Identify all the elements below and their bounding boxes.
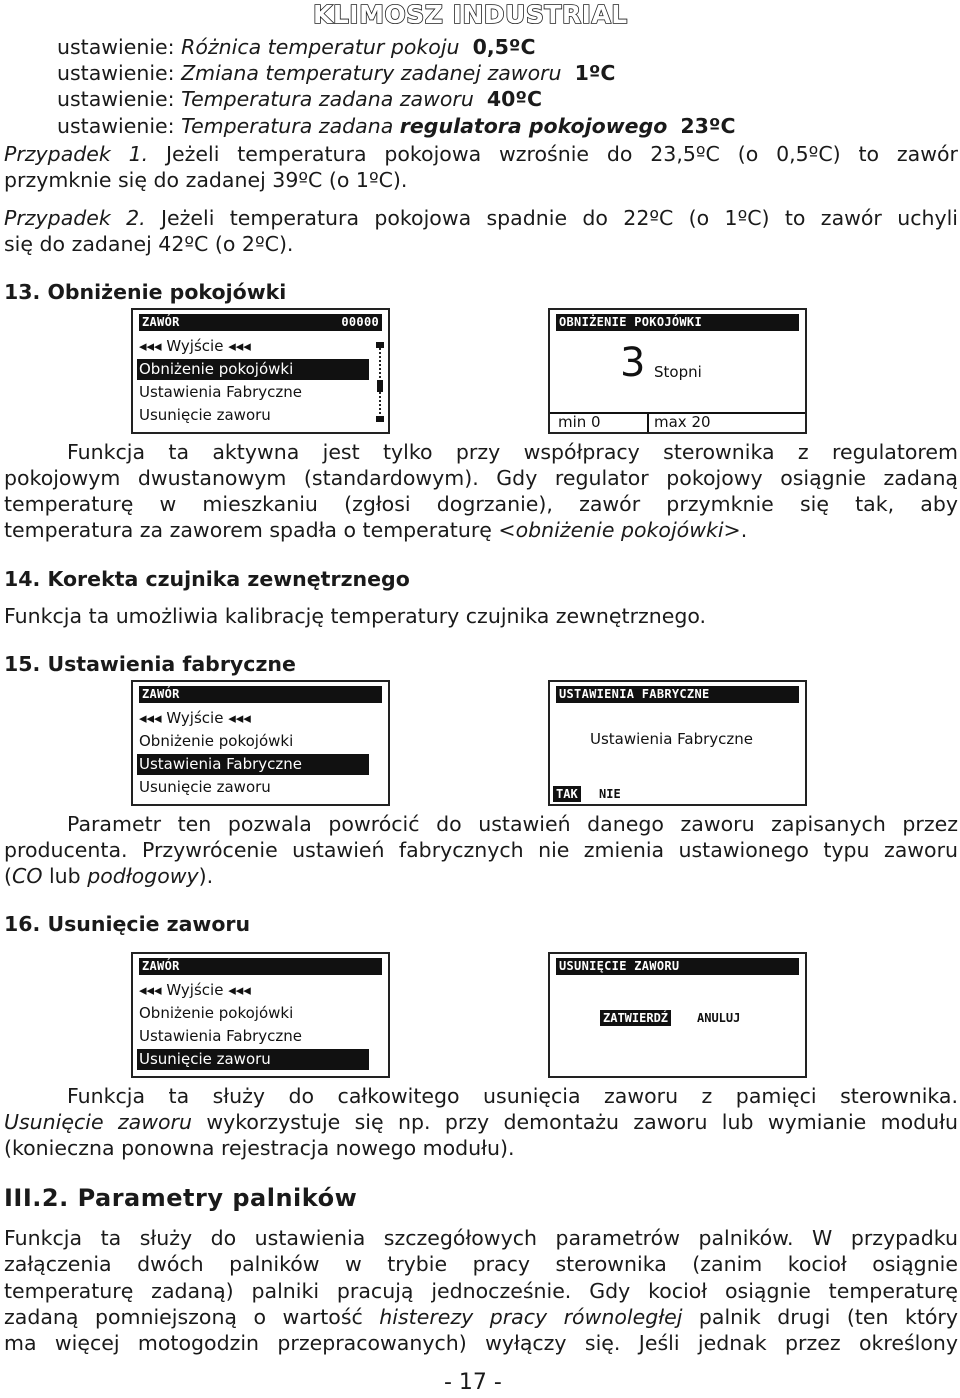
setting-label-bold: regulatora pokojowego — [399, 114, 668, 138]
max-label: max 20 — [654, 413, 711, 431]
menu-item-obnizenie[interactable]: Obniżenie pokojówki — [139, 1004, 294, 1022]
menu-item-fabryczne[interactable]: Ustawienia Fabryczne — [139, 1027, 303, 1045]
case2-line2: się do zadanej 42ºC (o 2ºC). — [4, 232, 294, 256]
case-text: Jeżeli temperatura pokojowa spadnie do 22ºC (o 1ºC) to zawór uchyli — [161, 206, 958, 230]
lcd-title: ZAWÓR — [142, 959, 180, 973]
text-italic: CO — [12, 864, 43, 888]
value-display: 3 — [620, 340, 646, 386]
case-label: Przypadek 2. — [4, 206, 146, 230]
iii2-line1: Funkcja ta służy do ustawienia szczegółowych parametrów palników. W przypadku — [4, 1226, 958, 1250]
text-part: ( — [4, 864, 12, 888]
menu-item-usuniecie[interactable]: Usunięcie zaworu — [139, 406, 271, 424]
text-italic: obniżenie pokojówki — [515, 518, 724, 542]
lcd-menu-screen-16 — [131, 952, 390, 1078]
section-14-heading: 14. Korekta czujnika zewnętrznego — [4, 567, 410, 591]
setting-line-4 — [57, 113, 736, 139]
lcd-obnizenie-screen — [548, 308, 807, 434]
sec13-line2: pokojowym dwustanowym (standardowym). Gdy regulator pokojowy osiągnie zadaną — [4, 466, 958, 490]
iii2-line2: załączenia dwóch palników w trybie pracy sterownika (zanim kocioł osiągnie — [4, 1252, 958, 1276]
lcd-title: ZAWÓR — [142, 687, 180, 701]
sec16-line2 — [4, 1109, 958, 1135]
lcd-menu-screen-15 — [131, 680, 390, 806]
setting-value: 1ºC — [574, 61, 616, 85]
text-italic: histerezy pracy równoległej — [379, 1305, 683, 1329]
text-part: ). — [198, 864, 214, 888]
no-button[interactable]: NIE — [599, 787, 621, 801]
text-part: temperatura za zaworem spadła o temperaturę < — [4, 518, 516, 542]
lcd-title-bar — [556, 958, 799, 975]
lcd-title-bar — [139, 314, 382, 331]
case-text: Jeżeli temperatura pokojowa wzrośnie do 23,5ºC (o 0,5ºC) to zawór — [166, 142, 958, 166]
setting-label: Różnica temperatur pokoju — [181, 35, 460, 59]
confirm-button[interactable]: ZATWIERDŹ — [600, 1010, 671, 1026]
sec14-line1: Funkcja ta umożliwia kalibrację temperatury czujnika zewnętrznego. — [4, 604, 707, 628]
menu-item-fabryczne[interactable]: Ustawienia Fabryczne — [137, 754, 369, 775]
lcd-title: USTAWIENIA FABRYCZNE — [559, 687, 710, 701]
menu-item-obnizenie[interactable]: Obniżenie pokojówki — [137, 359, 369, 380]
setting-prefix: ustawienie: — [57, 61, 182, 85]
menu-item-obnizenie[interactable]: Obniżenie pokojówki — [139, 732, 294, 750]
setting-line-2 — [57, 60, 615, 86]
text-part: wykorzystuje się np. przy demontażu zaworu lub wymianie modułu — [191, 1110, 958, 1134]
sec16-line3: (konieczna ponowna rejestracja nowego modułu). — [4, 1136, 515, 1160]
menu-item-exit[interactable]: ◂◂◂ Wyjście ◂◂◂ — [139, 981, 251, 999]
setting-prefix: ustawienie: — [57, 87, 182, 111]
lcd-title: OBNIŻENIE POKOJÓWKI — [559, 315, 702, 329]
section-15-heading: 15. Ustawienia fabryczne — [4, 652, 296, 676]
iii2-line3: temperaturę zadaną) palniki pracują jednocześnie. Gdy kocioł osiągnie temperaturę — [4, 1279, 958, 1303]
unit-label: Stopni — [654, 363, 702, 381]
case1-line1 — [4, 141, 958, 167]
lcd-usuniecie-screen — [548, 952, 807, 1078]
setting-line-3 — [57, 86, 542, 112]
menu-scrollbar[interactable] — [376, 342, 384, 422]
setting-label: Temperatura zadana — [181, 114, 400, 138]
menu-item-fabryczne[interactable]: Ustawienia Fabryczne — [139, 383, 303, 401]
lcd-fabryczne-screen — [548, 680, 807, 806]
setting-label: Temperatura zadana zaworu — [181, 87, 474, 111]
cancel-button[interactable]: ANULUJ — [697, 1011, 741, 1025]
menu-item-usuniecie[interactable]: Usunięcie zaworu — [137, 1049, 369, 1070]
lcd-title-right: 00000 — [341, 315, 379, 329]
sec15-line2: producenta. Przywrócenie ustawień fabrycznych nie zmienia ustawionego typu zaworu — [4, 838, 958, 862]
sec15-line1: Parametr ten pozwala powrócić do ustawień danego zaworu zapisanych przez — [67, 812, 958, 836]
case2-line1 — [4, 205, 958, 231]
setting-value: 40ºC — [486, 87, 543, 111]
setting-value: 0,5ºC — [472, 35, 536, 59]
case1-line2: przymknie się do zadanej 39ºC (o 1ºC). — [4, 168, 408, 192]
section-13-heading: 13. Obniżenie pokojówki — [4, 280, 287, 304]
sec15-line3 — [4, 863, 213, 889]
lcd-title-bar — [139, 958, 382, 975]
section-16-heading: 16. Usunięcie zaworu — [4, 912, 251, 936]
section-iii2-heading: III.2. Parametry palników — [4, 1184, 358, 1212]
sec13-line4 — [4, 517, 747, 543]
page-number: - 17 - — [444, 1370, 502, 1395]
sec13-line3: temperaturę w mieszkaniu (zgłosi dogrzanie), zawór przymknie się tak, aby — [4, 492, 958, 516]
brand-header: KLIMOSZ INDUSTRIAL — [313, 0, 628, 29]
lcd-title-bar — [139, 686, 382, 703]
menu-item-usuniecie[interactable]: Usunięcie zaworu — [139, 778, 271, 796]
setting-prefix: ustawienie: — [57, 35, 182, 59]
lcd-menu-screen-13 — [131, 308, 390, 434]
lcd-title: USUNIĘCIE ZAWORU — [559, 959, 680, 973]
yes-button[interactable]: TAK — [553, 786, 581, 802]
lcd-title-bar — [556, 314, 799, 331]
setting-label: Zmiana temperatury zadanej zaworu — [181, 61, 562, 85]
iii2-line5: ma więcej motogodzin przepracowanych) wyłączy się. Jeśli jednak przez określony — [4, 1331, 958, 1355]
min-label: min 0 — [558, 413, 601, 431]
setting-prefix: ustawienie: — [57, 114, 182, 138]
text-italic: Usunięcie zaworu — [4, 1110, 192, 1134]
text-part: palnik drugi (ten który — [682, 1305, 958, 1329]
setting-value: 23ºC — [680, 114, 736, 138]
text-part: >. — [723, 518, 748, 542]
sec16-line1: Funkcja ta służy do całkowitego usunięcia zaworu z pamięci sterownika. — [67, 1084, 958, 1108]
fabryczne-text: Ustawienia Fabryczne — [590, 730, 754, 748]
lcd-title-bar — [556, 686, 799, 703]
lcd-title: ZAWÓR — [142, 315, 180, 329]
menu-item-exit[interactable]: ◂◂◂ Wyjście ◂◂◂ — [139, 709, 251, 727]
menu-item-exit[interactable]: ◂◂◂ Wyjście ◂◂◂ — [139, 337, 251, 355]
sec13-line1: Funkcja ta aktywna jest tylko przy współpracy sterownika z regulatorem — [67, 440, 958, 464]
text-italic: podłogowy — [87, 864, 199, 888]
setting-line-1 — [57, 34, 536, 60]
text-part: zadaną pomniejszoną o wartość — [4, 1305, 380, 1329]
case-label: Przypadek 1. — [4, 142, 149, 166]
iii2-line4 — [4, 1304, 958, 1330]
text-part: lub — [42, 864, 88, 888]
